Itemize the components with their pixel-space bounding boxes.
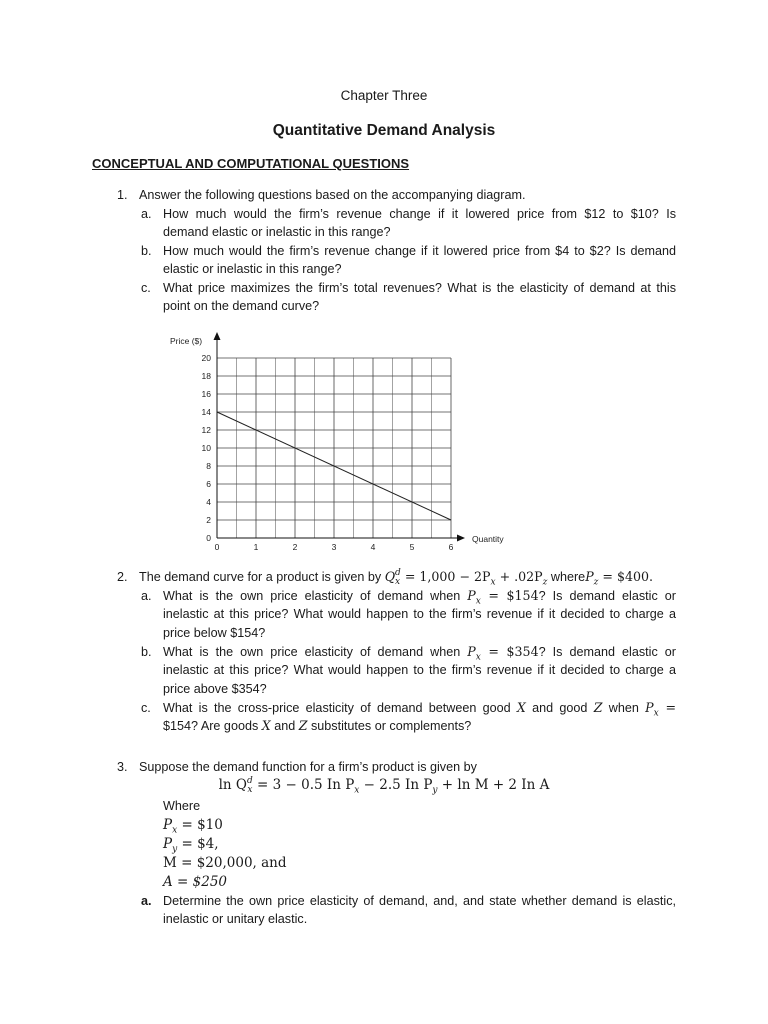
q3-a-value: A = $250 xyxy=(163,874,227,890)
question-number: 1. xyxy=(117,188,128,202)
y-axis-label: Price ($) xyxy=(170,336,203,346)
q2-where: where xyxy=(550,570,586,584)
q2c-line2: $154? Are goods X and Z substitutes or complements? xyxy=(163,718,472,733)
sub-label: b. xyxy=(141,645,152,659)
x-axis-arrow xyxy=(457,535,465,542)
x-tick-label: 3 xyxy=(331,542,337,552)
question-3 xyxy=(0,758,768,928)
q1c-line2: point on the demand curve? xyxy=(163,299,320,313)
x-tick-label: 1 xyxy=(253,542,259,552)
q2-pz: $P_z$ = $400. xyxy=(585,569,654,588)
y-tick-label: 10 xyxy=(201,443,211,453)
y-tick-label: 16 xyxy=(201,389,211,399)
x-tick-label: 0 xyxy=(214,542,220,552)
x-axis-label: Quantity xyxy=(472,534,504,544)
q2a-line2: inelastic at this price? What would happen to the firm’s revenue if it decided to charge a xyxy=(163,607,676,621)
q2a-line1: What is the own price elasticity of demand when $P_x$ = $154? Is demand elastic or xyxy=(163,588,676,607)
q2b-line1: What is the own price elasticity of demand when $P_x$ = $354? Is demand elastic or xyxy=(163,644,676,663)
y-tick-label: 8 xyxy=(206,461,211,471)
x-tick-label: 4 xyxy=(370,542,376,552)
question-1 xyxy=(0,186,768,326)
sub-label: a. xyxy=(141,589,152,603)
q2-intro: The demand curve for a product is given by xyxy=(139,570,382,584)
q1b-line2: elastic or inelastic in this range? xyxy=(163,262,342,276)
chart-grid xyxy=(217,358,451,538)
y-tick-label: 14 xyxy=(201,407,211,417)
q3-px-value: $P_x$ = $10 xyxy=(163,817,223,836)
demand-chart xyxy=(160,326,530,558)
sub-label: a. xyxy=(141,207,152,221)
y-tick-label: 12 xyxy=(201,425,211,435)
x-tick-label: 2 xyxy=(292,542,298,552)
q1b-line1: How much would the firm’s revenue change if it lowered price from $4 to $2? Is demand xyxy=(163,244,676,258)
question-text: Suppose the demand function for a firm’s product is given by xyxy=(139,760,477,774)
q3-m-value: M = $20,000, and xyxy=(163,855,287,871)
q3-py-value: $P_y$ = $4, xyxy=(163,836,219,855)
sub-label: c. xyxy=(141,701,151,715)
question-2 xyxy=(0,568,768,738)
sub-label: c. xyxy=(141,281,151,295)
q3-demand-function: ln Q d x = 3 − 0.5 In $P_x - 2.5$ In $P_y + \ln M + 2$ In A xyxy=(218,776,550,796)
question-text: Answer the following questions based on the accompanying diagram. xyxy=(139,188,526,202)
document-title: Quantitative Demand Analysis xyxy=(272,122,496,139)
q1a-line2: demand elastic or inelastic in this range? xyxy=(163,225,391,239)
y-tick-label: 2 xyxy=(206,515,211,525)
q3a-line1: Determine the own price elasticity of demand, and, and state whether demand is elastic, xyxy=(163,894,676,908)
sub-label: b. xyxy=(141,244,152,258)
q2a-line3: price below $154? xyxy=(163,626,266,640)
y-tick-label: 6 xyxy=(206,479,211,489)
x-tick-label: 5 xyxy=(409,542,415,552)
q3-where: Where xyxy=(163,799,201,813)
q2c-line1: What is the cross-price elasticity of demand between good X and good Z when $P_x$ = xyxy=(163,700,676,719)
question-number: 2. xyxy=(117,570,128,584)
q2b-line2: inelastic at this price? What would happen to the firm’s revenue if it decided to charge a xyxy=(163,663,676,677)
question-number: 3. xyxy=(117,760,128,774)
y-tick-label: 0 xyxy=(206,533,211,543)
y-tick-label: 18 xyxy=(201,371,211,381)
x-tick-label: 6 xyxy=(448,542,454,552)
q1a-line1: How much would the firm’s revenue change if it lowered price from $12 to $10? Is xyxy=(163,207,676,221)
q2-demand-equation: Q d x = $1,000 - 2P_x + .02P_z$ xyxy=(384,568,548,588)
q2b-line3: price above $354? xyxy=(163,682,267,696)
y-tick-label: 20 xyxy=(201,353,211,363)
chart-axes xyxy=(202,332,465,552)
y-axis-arrow xyxy=(214,332,221,340)
sub-label: a. xyxy=(141,894,152,908)
chapter-heading: Chapter Three xyxy=(340,88,428,103)
q1c-line1: What price maximizes the firm’s total revenues? What is the elasticity of demand at this xyxy=(163,281,676,295)
q3a-line2: inelastic or unitary elastic. xyxy=(163,912,308,926)
section-heading: CONCEPTUAL AND COMPUTATIONAL QUESTIONS xyxy=(92,156,410,171)
y-tick-label: 4 xyxy=(206,497,211,507)
